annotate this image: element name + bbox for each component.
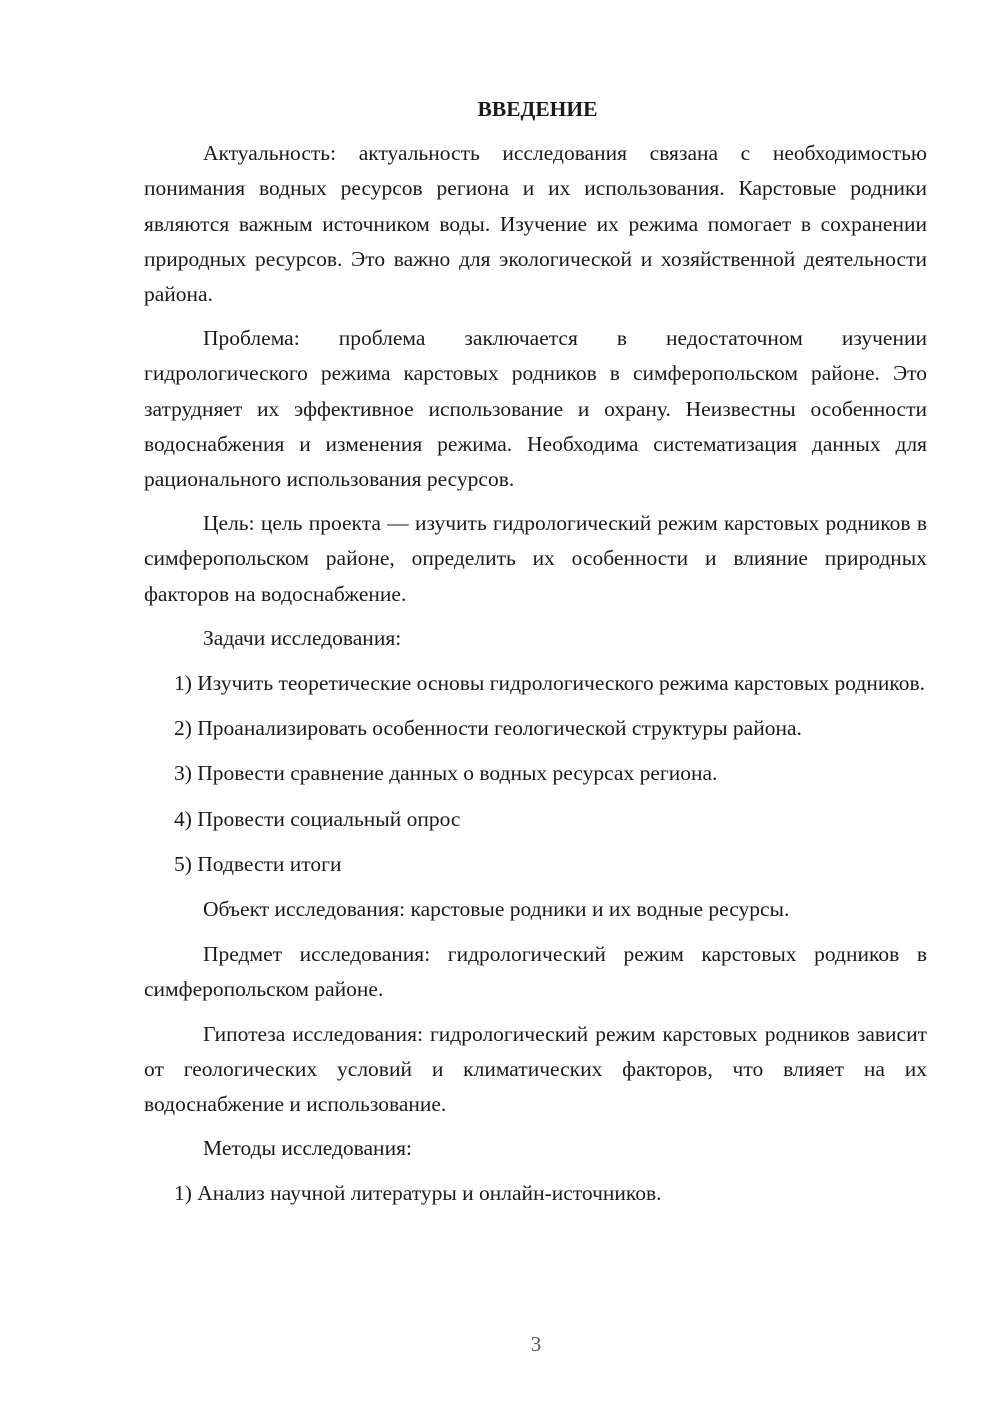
task-item: 4) Провести социальный опрос bbox=[174, 806, 461, 831]
page-content bbox=[144, 92, 927, 1222]
page-number: 3 bbox=[530, 1332, 542, 1356]
task-item: 2) Проанализировать особенности геологической структуры района. bbox=[174, 716, 802, 741]
methods-heading: Методы исследования: bbox=[203, 1136, 412, 1161]
paragraph-hypothesis: Гипотеза исследования: гидрологический режим карстовых родников зависит от геологических условий и климатических факторов, что влияет на их водоснабжение и использование. bbox=[144, 1021, 927, 1117]
task-item: 3) Провести сравнение данных о водных ресурсах региона. bbox=[174, 761, 718, 786]
paragraph-subject: Предмет исследования: гидрологический режим карстовых родников в симферопольском районе. bbox=[144, 942, 927, 1002]
task-item: 5) Подвести итоги bbox=[174, 851, 342, 876]
page-heading: ВВЕДЕНИЕ bbox=[477, 97, 598, 121]
paragraph-problem: Проблема: проблема заключается в недостаточном изучении гидрологического режима карстовых родников в симферопольском районе. Это затрудняет их эффективное использование и охрану. Неизвестны особенности водоснабжения и изменения режима. Необходима систематизация данных для рационального использования ресурсов. bbox=[144, 326, 927, 492]
method-item: 1) Анализ научной литературы и онлайн-источников. bbox=[174, 1181, 662, 1206]
task-item: 1) Изучить теоретические основы гидрологического режима карстовых родников. bbox=[174, 671, 925, 696]
paragraph-goal: Цель: цель проекта — изучить гидрологический режим карстовых родников в симферопольском районе, определить их особенности и влияние природных факторов на водоснабжение. bbox=[144, 511, 927, 606]
tasks-heading: Задачи исследования: bbox=[203, 625, 402, 650]
paragraph-relevance: Актуальность: актуальность исследования связана с необходимостью понимания водных ресурсов региона и их использования. Карстовые родники являются важным источником воды. Изучение их режима помогает в сохранении природных ресурсов. Это важно для экологической и хозяйственной деятельности района. bbox=[144, 141, 927, 307]
paragraph-object: Объект исследования: карстовые родники и их водные ресурсы. bbox=[203, 897, 790, 922]
